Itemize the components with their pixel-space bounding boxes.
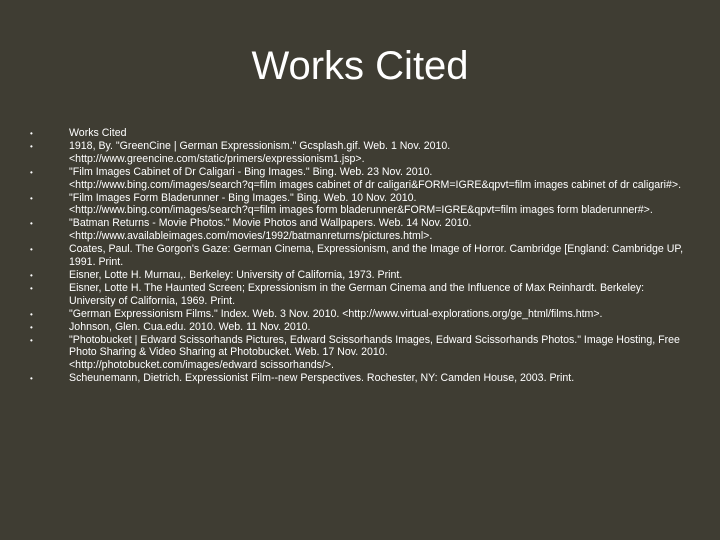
- citation-text: "Photobucket | Edward Scissorhands Pictures, Edward Scissorhands Images, Edward Scissorhands Photos." Image Hosting, Free Photo Sharing & Video Sharing at Photobucket. Web. 17 Nov. 2010. <http://photobucket.com/images/edward scissorhands/>.: [69, 333, 680, 372]
- citation-text: Works Cited: [69, 127, 127, 139]
- bullet-icon: •: [30, 245, 33, 255]
- citation-text: "Film Images Cabinet of Dr Caligari - Bing Images." Bing. Web. 23 Nov. 2010. <http://www.bing.com/images/search?q=film images cabinet of dr caligari&FORM=IGRE&qpvt=film images cabinet of dr caligari#>.: [69, 165, 682, 191]
- citation-item: [28, 372, 688, 385]
- citation-list: [28, 127, 688, 385]
- citation-item: [28, 192, 688, 218]
- bullet-icon: •: [30, 335, 33, 345]
- citation-text: "Batman Returns - Movie Photos." Movie Photos and Wallpapers. Web. 14 Nov. 2010. <http://www.availableimages.com/movies/1992/batmanreturns/pictures.html>.: [69, 217, 472, 243]
- citation-item: [28, 321, 688, 334]
- bullet-icon: •: [30, 322, 33, 332]
- citation-text: Scheunemann, Dietrich. Expressionist Film--new Perspectives. Rochester, NY: Camden House, 2003. Print.: [69, 372, 575, 385]
- citation-text: "Film Images Form Bladerunner - Bing Images." Bing. Web. 10 Nov. 2010. <http://www.bing.com/images/search?q=film images form bladerunner&FORM=IGRE&qpvt=film images form bladerunner#>.: [69, 191, 653, 217]
- citation-text: "German Expressionism Films." Index. Web. 3 Nov. 2010. <http://www.virtual-explorations.org/ge_html/films.htm>.: [69, 307, 603, 320]
- bullet-icon: •: [30, 374, 33, 384]
- citation-text: Coates, Paul. The Gorgon's Gaze: German Cinema, Expressionism, and the Image of Horror. Cambridge [England: Cambridge UP, 1991. Print.: [69, 243, 684, 269]
- bullet-icon: •: [30, 167, 33, 177]
- bullet-icon: •: [30, 141, 33, 151]
- citation-item: [28, 269, 688, 282]
- citation-item: [28, 334, 688, 373]
- slide-title: Works Cited: [251, 44, 469, 88]
- bullet-icon: •: [30, 283, 33, 293]
- bullet-icon: •: [30, 270, 33, 280]
- citation-text: Eisner, Lotte H. The Haunted Screen; Expressionism in the German Cinema and the Influence of Max Reinhardt. Berkeley: University of California, 1969. Print.: [69, 281, 645, 307]
- bullet-icon: •: [30, 309, 33, 319]
- citation-text: Eisner, Lotte H. Murnau,. Berkeley: University of California, 1973. Print.: [69, 268, 403, 281]
- citation-item: [28, 140, 688, 166]
- bullet-icon: •: [30, 219, 33, 229]
- bullet-icon: •: [30, 193, 33, 203]
- citation-text: Johnson, Glen. Cua.edu. 2010. Web. 11 Nov. 2010.: [69, 320, 311, 333]
- citation-item: [28, 166, 688, 192]
- citation-item: [28, 217, 688, 243]
- citation-item: [28, 127, 688, 140]
- citation-item: [28, 308, 688, 321]
- citation-text: 1918, By. "GreenCine | German Expressionism." Gcsplash.gif. Web. 1 Nov. 2010. <http://www.greencine.com/static/primers/expressionism1.jsp>.: [69, 139, 451, 165]
- citation-item: [28, 243, 688, 269]
- citation-item: [28, 282, 688, 308]
- bullet-icon: •: [30, 129, 33, 138]
